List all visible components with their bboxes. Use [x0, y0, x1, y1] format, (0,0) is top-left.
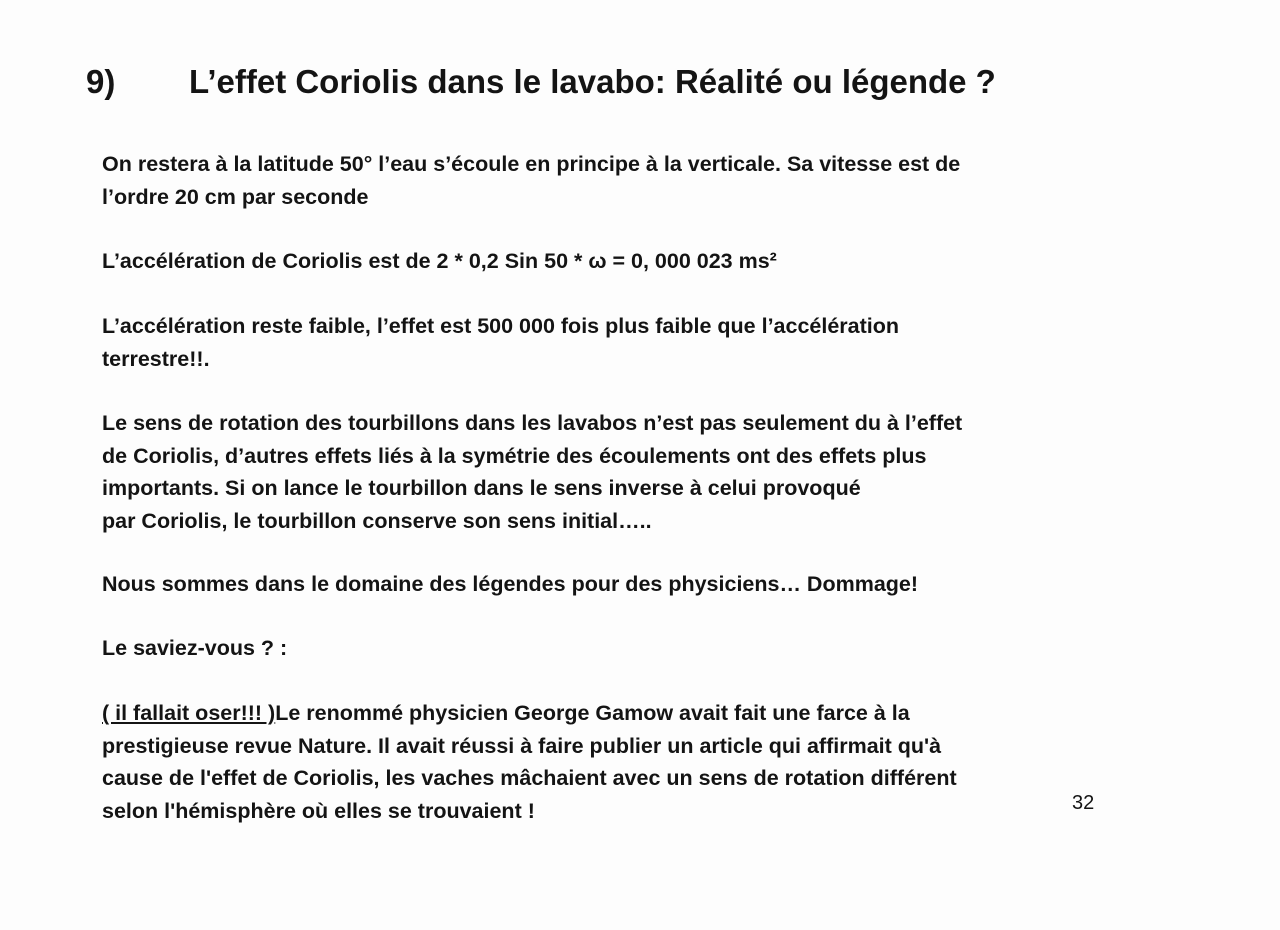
text-segment: Le renommé physicien George Gamow avait fait une farce à la — [275, 701, 910, 725]
paragraph-gamow-anecdote — [102, 697, 957, 827]
text-line: selon l'hémisphère où elles se trouvaient ! — [102, 798, 535, 823]
page-title — [86, 62, 996, 102]
text-line: cause de l'effet de Coriolis, les vaches mâchaient avec un sens de rotation différent — [102, 766, 957, 790]
text-line: Le saviez-vous ? : — [102, 636, 288, 660]
text-line: de Coriolis, d’autres effets liés à la symétrie des écoulements ont des effets plus — [102, 443, 927, 468]
text-line: Le sens de rotation des tourbillons dans les lavabos n’est pas seulement du à l’effet — [102, 411, 963, 435]
text-line: importants. Si on lance le tourbillon dans le sens inverse à celui provoqué — [102, 476, 861, 500]
text-line: L’accélération reste faible, l’effet est 500 000 fois plus faible que l’accélération — [102, 314, 900, 338]
paragraph-latitude — [102, 148, 960, 213]
paragraph-legends — [102, 568, 918, 601]
paragraph-weak-acceleration — [102, 310, 899, 375]
paragraph-did-you-know — [102, 632, 287, 665]
text-line: L’accélération de Coriolis est de 2 * 0,2 Sin 50 * ω = 0, 000 023 ms² — [102, 249, 777, 273]
paragraph-coriolis-acceleration — [102, 245, 777, 278]
text-line — [102, 697, 957, 730]
text-line: On restera à la latitude 50° l’eau s’écoule en principe à la verticale. Sa vitesse est de — [102, 152, 961, 176]
text-line: Nous sommes dans le domaine des légendes pour des physiciens… Dommage! — [102, 572, 919, 596]
section-title: L’effet Coriolis dans le lavabo: Réalité ou légende ? — [189, 63, 996, 100]
text-line: l’ordre 20 cm par seconde — [102, 184, 369, 209]
text-line: prestigieuse revue Nature. Il avait réussi à faire publier un article qui affirmait qu'à — [102, 733, 942, 758]
text-line: par Coriolis, le tourbillon conserve son sens initial….. — [102, 508, 652, 533]
paragraph-vortex-rotation — [102, 407, 962, 537]
underlined-aside: ( il fallait oser!!! ) — [102, 701, 276, 725]
text-line: terrestre!!. — [102, 346, 210, 371]
page-number: 32 — [1072, 792, 1095, 814]
section-number: 9) — [86, 63, 116, 100]
